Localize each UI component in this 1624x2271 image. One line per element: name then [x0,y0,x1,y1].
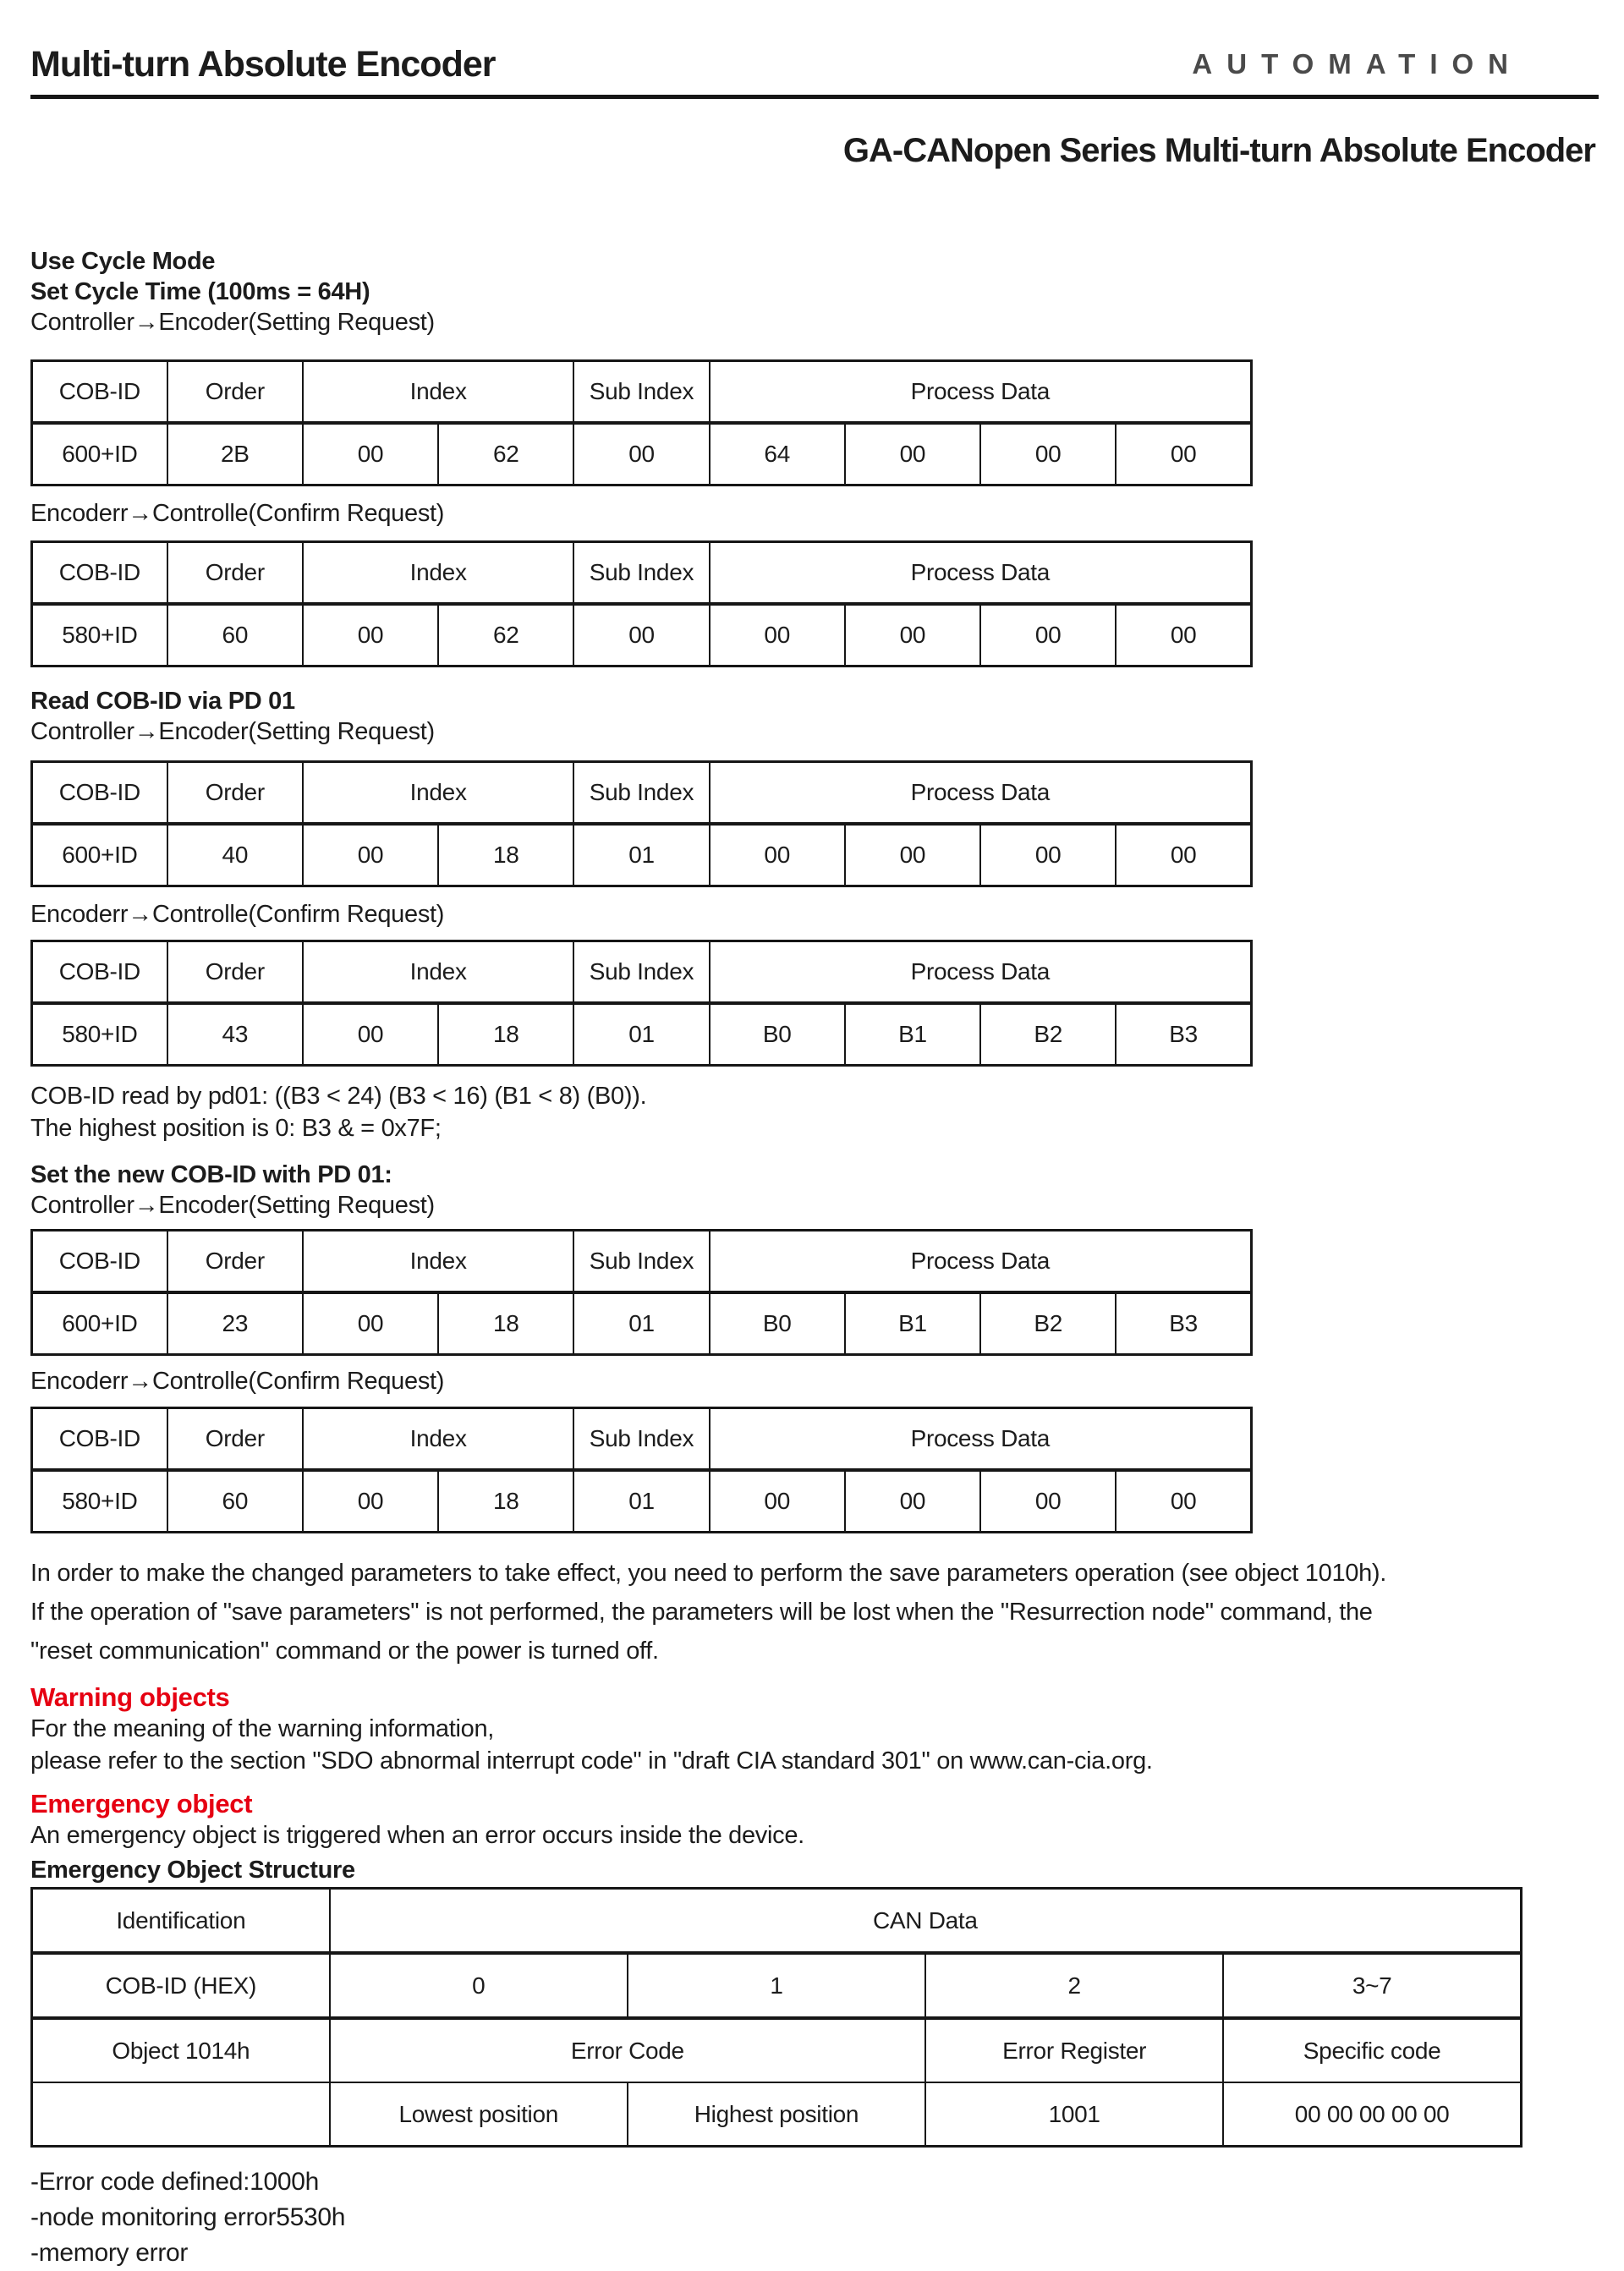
header-cell-process-data: Process Data [710,1408,1252,1471]
header-cell-process-data: Process Data [710,542,1252,605]
warning-line: For the meaning of the warning information, [30,1715,495,1742]
table-cell: 00 [980,604,1116,666]
can-table-read-request [30,760,1253,887]
table-header-row [32,361,1252,424]
table-cell: 62 [438,604,573,666]
header-cell-sub-index: Sub Index [573,361,709,424]
table-cell: B1 [845,1292,980,1355]
table-cell: 1001 [925,2082,1223,2147]
header-cell-process-data: Process Data [710,1231,1252,1293]
caption-setting-request: Controller→Encoder(Setting Request) [30,1192,435,1219]
table-cell: 00 [1116,604,1251,666]
footnote-line: -memory error [30,2239,189,2267]
footnote-line: -Error code defined:1000h [30,2168,320,2196]
table-cell: 60 [167,604,303,666]
caption-confirm-request: Encoderr→Controlle(Confirm Request) [30,1368,445,1395]
table-cell: 00 [845,824,980,886]
header-cell-sub-index: Sub Index [573,1231,709,1293]
section-heading-emergency-object: Emergency object [30,1789,253,1818]
table-cell: 00 [845,423,980,485]
table-cell: 600+ID [32,1292,167,1355]
table-cell: 00 [1116,1470,1251,1533]
table-cell: 00 [845,604,980,666]
table-cell: 43 [167,1003,303,1066]
subheading-emergency-object-structure: Emergency Object Structure [30,1857,355,1884]
table-cell: 2B [167,423,303,485]
table-cell: 00 [1116,824,1251,886]
table-header-row [32,941,1252,1004]
header-cell-sub-index: Sub Index [573,941,709,1004]
emergency-object-structure-table [30,1887,1522,2148]
table-cell: Object 1014h [32,2018,330,2082]
can-table-cycle-confirm [30,540,1253,667]
page-title: Multi-turn Absolute Encoder [30,44,496,85]
caption-setting-request: Controller→Encoder(Setting Request) [30,309,435,336]
section-heading-set-new-cob-id: Set the new COB-ID with PD 01: [30,1161,392,1188]
header-cell-sub-index: Sub Index [573,542,709,605]
header-cell-index: Index [303,1408,573,1471]
table-cell: Lowest position [330,2082,628,2147]
note-highest-position: The highest position is 0: B3 & = 0x7F; [30,1115,442,1142]
paragraph-line: "reset communication" command or the power is turned off. [30,1637,659,1665]
table-cell: 600+ID [32,824,167,886]
table-cell: 00 [303,1292,438,1355]
table-cell: COB-ID (HEX) [32,1953,330,2018]
table-cell: 2 [925,1953,1223,2018]
table-cell: 00 [573,423,709,485]
header-cell-cob-id: COB-ID [32,941,167,1004]
table-cell: 00 [303,423,438,485]
header-cell-order: Order [167,762,303,825]
table-cell: 00 [710,824,845,886]
caption-confirm-request: Encoderr→Controlle(Confirm Request) [30,901,445,928]
header-cell-cob-id: COB-ID [32,1231,167,1293]
header-cell-identification: Identification [32,1889,330,1954]
table-cell: B2 [980,1292,1116,1355]
header-cell-index: Index [303,1231,573,1293]
table-cell-error-code: Error Code [330,2018,925,2082]
header-cell-sub-index: Sub Index [573,1408,709,1471]
can-table-set-confirm [30,1407,1253,1533]
table-cell: 1 [628,1953,925,2018]
table-data-row [32,423,1252,485]
can-table-read-confirm [30,940,1253,1067]
table-cell: 00 [980,824,1116,886]
table-data-row [32,604,1252,666]
table-cell: 62 [438,423,573,485]
header-cell-index: Index [303,361,573,424]
table-cell: 60 [167,1470,303,1533]
table-cell: 00 [1116,423,1251,485]
header-cell-order: Order [167,1408,303,1471]
table-header-row [32,1889,1522,1954]
header-cell-order: Order [167,542,303,605]
table-cell: B0 [710,1292,845,1355]
table-header-row [32,1231,1252,1293]
header-cell-cob-id: COB-ID [32,542,167,605]
can-table-cycle-request [30,359,1253,486]
table-cell: 40 [167,824,303,886]
table-header-row [32,1408,1252,1471]
table-data-row [32,824,1252,886]
table-cell-specific-code: Specific code [1223,2018,1521,2082]
table-cell: 580+ID [32,1470,167,1533]
table-cell: B2 [980,1003,1116,1066]
table-cell: 00 [573,604,709,666]
table-cell: B0 [710,1003,845,1066]
table-cell: 3~7 [1223,1953,1521,2018]
header-cell-order: Order [167,941,303,1004]
table-cell: 00 [845,1470,980,1533]
table-cell-empty [32,2082,330,2147]
header-cell-process-data: Process Data [710,361,1252,424]
table-cell: B3 [1116,1292,1251,1355]
header-cell-process-data: Process Data [710,941,1252,1004]
header-cell-order: Order [167,361,303,424]
table-row-values [32,2082,1522,2147]
table-cell: 18 [438,1470,573,1533]
table-data-row [32,1292,1252,1355]
header-divider [30,95,1599,99]
table-cell: 01 [573,1003,709,1066]
table-cell: 580+ID [32,1003,167,1066]
section-heading-warning-objects: Warning objects [30,1682,230,1712]
header-watermark [981,48,1522,80]
emergency-line: An emergency object is triggered when an error occurs inside the device. [30,1822,804,1849]
table-cell: B1 [845,1003,980,1066]
paragraph-save-parameters [30,1554,1599,1670]
can-table-set-request [30,1229,1253,1356]
table-header-row [32,762,1252,825]
table-cell: 18 [438,1003,573,1066]
header-cell-index: Index [303,941,573,1004]
table-row-cob-id-hex [32,1953,1522,2018]
table-data-row [32,1470,1252,1533]
table-cell: 01 [573,824,709,886]
table-cell: 0 [330,1953,628,2018]
table-cell: 18 [438,1292,573,1355]
table-cell: 580+ID [32,604,167,666]
table-cell: 00 [710,604,845,666]
table-cell: 00 [303,824,438,886]
header-cell-order: Order [167,1231,303,1293]
table-cell: 00 00 00 00 00 [1223,2082,1521,2147]
section-heading-set-cycle-time: Set Cycle Time (100ms = 64H) [30,278,370,305]
header-watermark-text: AUTOMATION [1192,48,1522,80]
table-cell: 18 [438,824,573,886]
table-data-row [32,1003,1252,1066]
section-heading-read-cob-id: Read COB-ID via PD 01 [30,688,295,715]
table-cell: 00 [710,1470,845,1533]
table-cell-error-register: Error Register [925,2018,1223,2082]
table-cell: 64 [710,423,845,485]
header-cell-sub-index: Sub Index [573,762,709,825]
paragraph-line: In order to make the changed parameters to take effect, you need to perform the save parameters operation (see object 1010h). [30,1560,1387,1587]
table-cell: 00 [303,1003,438,1066]
table-cell: Highest position [628,2082,925,2147]
table-header-row [32,542,1252,605]
header-cell-process-data: Process Data [710,762,1252,825]
caption-setting-request: Controller→Encoder(Setting Request) [30,718,435,745]
table-cell: 600+ID [32,423,167,485]
note-cob-id-read: COB-ID read by pd01: ((B3 < 24) (B3 < 16) (B1 < 8) (B0)). [30,1083,647,1110]
table-cell: B3 [1116,1003,1251,1066]
section-heading-use-cycle-mode: Use Cycle Mode [30,248,216,275]
table-cell: 00 [980,423,1116,485]
header-cell-cob-id: COB-ID [32,1408,167,1471]
caption-confirm-request: Encoderr→Controlle(Confirm Request) [30,500,445,527]
paragraph-line: If the operation of "save parameters" is not performed, the parameters will be lost when the "Resurrection node" command, the [30,1599,1373,1626]
table-cell: 00 [303,1470,438,1533]
footnote-line: -node monitoring error5530h [30,2203,346,2231]
header-cell-cob-id: COB-ID [32,361,167,424]
header-cell-cob-id: COB-ID [32,762,167,825]
table-row-object-1014h [32,2018,1522,2082]
header-cell-index: Index [303,762,573,825]
error-code-footnotes [30,2164,1599,2271]
warning-line: please refer to the section "SDO abnormal interrupt code" in "draft CIA standard 301" on www.can-cia.org. [30,1747,1153,1775]
table-cell: 23 [167,1292,303,1355]
header-cell-index: Index [303,542,573,605]
document-title: GA-CANopen Series Multi-turn Absolute Encoder [842,132,1595,169]
table-cell: 01 [573,1292,709,1355]
table-cell: 00 [980,1470,1116,1533]
header-cell-can-data: CAN Data [330,1889,1522,1954]
table-cell: 00 [303,604,438,666]
table-cell: 01 [573,1470,709,1533]
